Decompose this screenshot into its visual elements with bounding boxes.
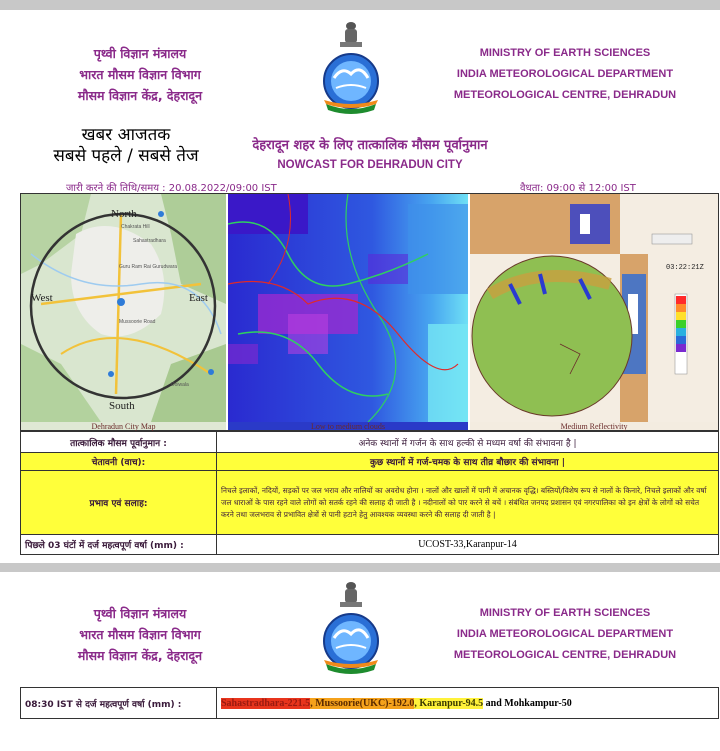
image-panels (20, 193, 719, 431)
warning-value: कुछ स्थानों में गर्ज-चमक के साथ तीव्र बौछार की संभावना | (217, 453, 719, 471)
news-overlay-line-2: सबसे पहले / सबसे तेज (53, 146, 199, 166)
news-overlay (36, 125, 216, 167)
english-header-line-2: INDIA METEOROLOGICAL DEPARTMENT (456, 628, 674, 640)
map-west-label: West (31, 292, 53, 304)
radar-time: 03:22:21Z (666, 264, 704, 272)
radar-panel (470, 194, 718, 430)
map-place-label: Doiwala (171, 382, 189, 388)
station-mohkampur: and Mohkampur-50 (483, 697, 572, 709)
station-mussoorie: , Mussoorie(UKC)-192.0 (310, 697, 415, 709)
hindi-header-line-3: मौसम विज्ञान केंद्र, देहरादून (77, 648, 203, 663)
satellite-cloud-panel (228, 194, 468, 430)
nowcast-bulletin-page-1 (0, 10, 720, 563)
impact-label: प्रभाव एवं सलाह: (21, 471, 217, 535)
english-header-line-1: MINISTRY OF EARTH SCIENCES (479, 607, 651, 619)
map-place-label: Mussoorie Road (119, 319, 156, 325)
radar-caption: Medium Reflectivity (560, 422, 628, 431)
hindi-header-line-2: भारत मौसम विज्ञान विभाग (79, 67, 201, 82)
english-header-line-2: INDIA METEOROLOGICAL DEPARTMENT (456, 68, 674, 80)
map-caption: Dehradun City Map (91, 422, 156, 431)
english-header-line-3: METEOROLOGICAL CENTRE, DEHRADUN (453, 649, 677, 661)
english-header-line-1: MINISTRY OF EARTH SCIENCES (479, 47, 651, 59)
nowcast-value: अनेक स्थानों में गर्जन के साथ हल्की से मध्यम वर्षा की संभावना है | (217, 432, 719, 453)
validity-period: वैधता: 09:00 से 12:00 IST (520, 183, 636, 194)
imd-emblem-icon (318, 578, 384, 678)
rainfall-stations (217, 688, 719, 719)
hindi-header (40, 43, 240, 106)
map-south-label: South (109, 400, 135, 412)
english-header (450, 603, 680, 666)
nowcast-bulletin-page-2 (0, 572, 720, 751)
hindi-header (40, 603, 240, 666)
news-overlay-line-1: खबर आजतक (81, 125, 171, 145)
english-header-line-3: METEOROLOGICAL CENTRE, DEHRADUN (453, 89, 677, 101)
table-row (21, 432, 719, 453)
nowcast-title-english: NOWCAST FOR DEHRADUN CITY (277, 159, 463, 171)
table-row (21, 535, 719, 555)
table-row (21, 471, 719, 535)
english-header (450, 43, 680, 106)
imd-emblem-icon (318, 18, 384, 118)
table-row (21, 688, 719, 719)
hindi-header-line-3: मौसम विज्ञान केंद्र, देहरादून (77, 88, 203, 103)
map-place-label: Sahastradhara (133, 238, 166, 244)
station-karanpur: , Karanpur-94.5 (414, 697, 484, 709)
hindi-header-line-2: भारत मौसम विज्ञान विभाग (79, 627, 201, 642)
hindi-header-line-1: पृथ्वी विज्ञान मंत्रालय (93, 46, 187, 61)
clouds-caption: Low to medium clouds (311, 422, 385, 431)
rainfall-since-0830-table (20, 687, 719, 719)
map-east-label: East (189, 292, 208, 304)
city-map-panel (21, 194, 226, 430)
rainfall-label: पिछले 03 घंटों में दर्ज महत्वपूर्ण वर्षा (mm) : (21, 535, 217, 555)
map-place-label: Chakrata Hill (121, 224, 150, 230)
radar-image-icon (470, 194, 718, 422)
impact-value: निचले इलाकों, नदियों, सड़कों पर जल भराव और नालियों का अवरोध होना । नालों और खालों में पानी में अचानक वृद्धि। बस्तियों/विशेष रूप से नालों के किनारे, निचले इलाकों और वर्षा जल धाराओं के पास रहने वाले लोगों को सतर्क रहने की सलाह दी जाती है । नदीनालों को पार करने से बचें । संबंधित जनपद प्रशासन एवं नगरपालिका को इन क्षेत्रों के लोगों को सचेत करने तथा जलभराव से प्रभावित क्षेत्रों से पानी हटाने हेतु आवश्यक व्यवस्था करने की सलाह दी जाती है | (217, 471, 719, 535)
issue-date-time: जारी करने की तिथि/समय : 20.08.2022/09:00 IST (66, 183, 277, 194)
warning-label: चेतावनी (वाच): (21, 453, 217, 471)
rainfall-since-label: 08:30 IST से दर्ज महत्वपूर्ण वर्षा (mm) : (21, 688, 217, 719)
nowcast-label: तात्कालिक मौसम पूर्वानुमान : (21, 432, 217, 453)
table-row (21, 453, 719, 471)
satellite-image-icon (228, 194, 468, 422)
station-sahastradhara: Sahastradhara-221.5 (221, 697, 311, 709)
rainfall-value: UCOST-33,Karanpur-14 (217, 535, 719, 555)
map-place-label: Guru Ram Rai Gurudwara (119, 264, 178, 270)
hindi-header-line-1: पृथ्वी विज्ञान मंत्रालय (93, 606, 187, 621)
forecast-table (20, 431, 719, 555)
map-north-label: North (111, 208, 137, 220)
nowcast-title-hindi: देहरादून शहर के लिए तात्कालिक मौसम पूर्वानुमान (252, 138, 488, 153)
